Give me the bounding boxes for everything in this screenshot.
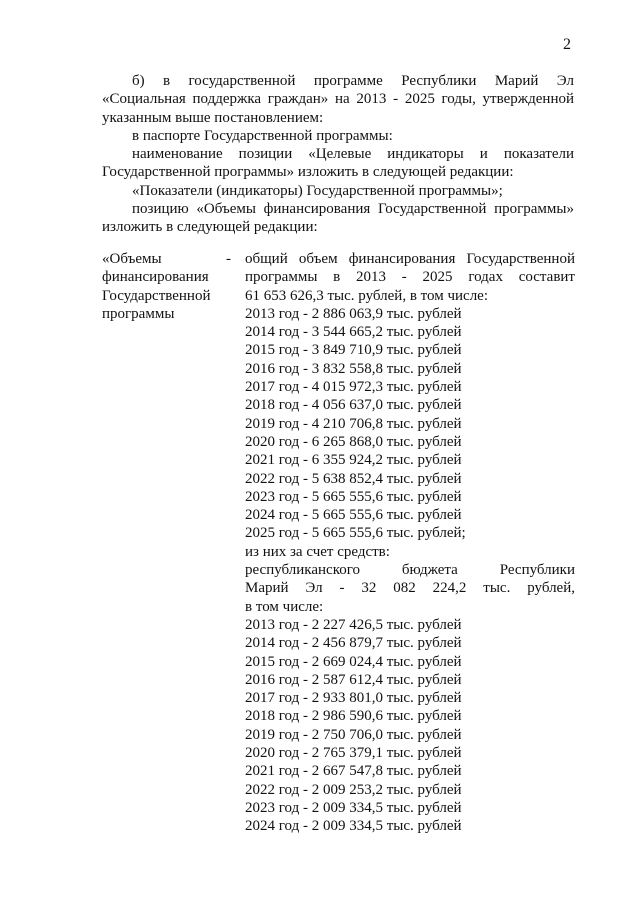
total-year-row: 2020 год - 6 265 868,0 тыс. рублей xyxy=(245,433,462,450)
regional-year-row: 2015 год - 2 669 024,4 тыс. рублей xyxy=(245,653,462,670)
total-year-row: 2024 год - 5 665 555,6 тыс. рублей xyxy=(245,507,462,524)
intro-line-4: в паспорте Государственной программы: xyxy=(132,127,393,144)
regional-line: республиканского бюджета Республики xyxy=(245,562,575,579)
page-number: 2 xyxy=(563,36,571,53)
total-year-row: 2019 год - 4 210 706,8 тыс. рублей xyxy=(245,415,462,432)
regional-year-row: 2016 год - 2 587 612,4 тыс. рублей xyxy=(245,671,462,688)
position-label-line: «Объемы xyxy=(102,251,162,267)
regional-year-row: 2021 год - 2 667 547,8 тыс. рублей xyxy=(245,763,462,780)
sources-header: из них за счет средств: xyxy=(245,543,390,560)
regional-line: в том числе: xyxy=(245,598,324,615)
position-label xyxy=(102,250,242,323)
position-label-line: финансирования xyxy=(102,269,209,286)
intro-text xyxy=(102,72,574,237)
total-line: общий объем финансирования Государственной xyxy=(245,251,575,267)
regional-year-row: 2014 год - 2 456 879,7 тыс. рублей xyxy=(245,635,462,652)
position-dash: - xyxy=(226,251,231,267)
total-year-row: 2015 год - 3 849 710,9 тыс. рублей xyxy=(245,342,462,359)
intro-line-6: Государственной программы» изложить в следующей редакции: xyxy=(102,164,514,181)
total-year-row: 2022 год - 5 638 852,4 тыс. рублей xyxy=(245,470,462,487)
total-year-row: 2014 год - 3 544 665,2 тыс. рублей xyxy=(245,324,462,341)
regional-year-row: 2019 год - 2 750 706,0 тыс. рублей xyxy=(245,726,462,743)
total-year-row: 2025 год - 5 665 555,6 тыс. рублей; xyxy=(245,525,466,542)
regional-line: Марий Эл - 32 082 224,2 тыс. рублей, xyxy=(245,580,575,597)
total-year-row: 2016 год - 3 832 558,8 тыс. рублей xyxy=(245,360,462,377)
regional-year-row: 2020 год - 2 765 379,1 тыс. рублей xyxy=(245,745,462,762)
position-label-line: программы xyxy=(102,305,175,322)
total-year-row: 2023 год - 5 665 555,6 тыс. рублей xyxy=(245,488,462,505)
regional-year-row: 2013 год - 2 227 426,5 тыс. рублей xyxy=(245,616,462,633)
total-year-row: 2013 год - 2 886 063,9 тыс. рублей xyxy=(245,305,462,322)
regional-year-row: 2022 год - 2 009 253,2 тыс. рублей xyxy=(245,781,462,798)
intro-line-1: б) в государственной программе Республики Марий Эл xyxy=(132,73,574,89)
intro-line-8: позицию «Объемы финансирования Государственной программы» xyxy=(132,201,574,218)
total-line: 61 653 626,3 тыс. рублей, в том числе: xyxy=(245,287,489,304)
regional-year-row: 2023 год - 2 009 334,5 тыс. рублей xyxy=(245,799,462,816)
regional-year-row: 2024 год - 2 009 334,5 тыс. рублей xyxy=(245,818,462,835)
regional-year-row: 2017 год - 2 933 801,0 тыс. рублей xyxy=(245,690,462,707)
intro-line-2: «Социальная поддержка граждан» на 2013 - 2025 годы, утвержденной xyxy=(102,91,574,108)
total-line: программы в 2013 - 2025 годах составит xyxy=(245,269,575,286)
regional-year-row: 2018 год - 2 986 590,6 тыс. рублей xyxy=(245,708,462,725)
intro-line-7: «Показатели (индикаторы) Государственной программы»; xyxy=(132,182,503,199)
intro-line-5: наименование позиции «Целевые индикаторы и показатели xyxy=(132,146,574,163)
total-year-row: 2018 год - 4 056 637,0 тыс. рублей xyxy=(245,397,462,414)
total-year-row: 2017 год - 4 015 972,3 тыс. рублей xyxy=(245,379,462,396)
intro-line-3: указанным выше постановлением: xyxy=(102,109,324,126)
position-label-line: Государственной xyxy=(102,287,211,304)
intro-line-9: изложить в следующей редакции: xyxy=(102,219,318,236)
financing-details xyxy=(245,250,575,836)
total-year-row: 2021 год - 6 355 924,2 тыс. рублей xyxy=(245,452,462,469)
